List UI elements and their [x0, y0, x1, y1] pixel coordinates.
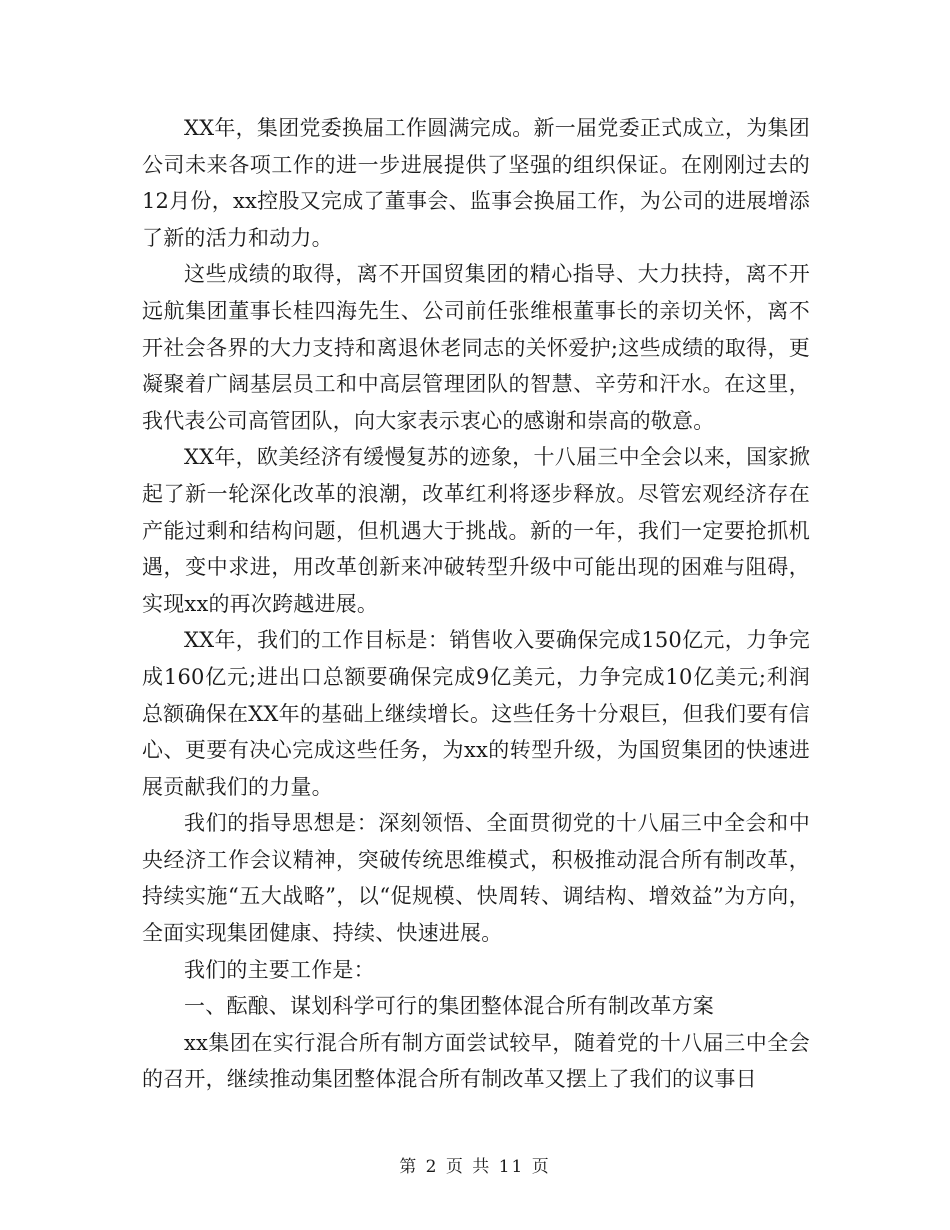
paragraph-2: 这些成绩的取得，离不开国贸集团的精心指导、大力扶持，离不开远航集团董事长桂四海先生、公司前任张维根董事长的亲切关怀，离不开社会各界的大力支持和离退休老同志的关怀爱护;这些成绩的取得，更凝聚着广阔基层员工和中高层管理团队的智慧、辛劳和汗水。在这里，我代表公司高管团队，向大家表示衷心的感谢和崇高的敬意。 [142, 262, 810, 433]
paragraph-1: XX年，集团党委换届工作圆满完成。新一届党委正式成立，为集团公司未来各项工作的进一步进展提供了坚强的组织保证。在刚刚过去的12月份，xx控股又完成了董事会、监事会换届工作，为公司的进展增添了新的活力和动力。 [142, 116, 810, 250]
section-heading: 一、酝酿、谋划科学可行的集团整体混合所有制改革方案 [184, 994, 714, 1019]
paragraph-7: xx集团在实行混合所有制方面尝试较早，随着党的十八届三中全会的召开，继续推动集团整体混合所有制改革又摆上了我们的议事日 [142, 1030, 810, 1092]
paragraph-3: XX年，欧美经济有缓慢复苏的迹象，十八届三中全会以来，国家掀起了新一轮深化改革的浪潮，改革红利将逐步释放。尽管宏观经济存在产能过剩和结构问题，但机遇大于挑战。新的一年，我们一定要抢抓机遇，变中求进，用改革创新来冲破转型升级中可能出现的困难与阻碍，实现xx的再次跨越进展。 [142, 445, 810, 616]
paragraph-6: 我们的主要工作是： [184, 957, 375, 982]
document-body [142, 110, 810, 1098]
page-number-footer: 第 2 页 共 11 页 [399, 1157, 551, 1177]
paragraph-4: XX年，我们的工作目标是：销售收入要确保完成150亿元，力争完成160亿元;进出口总额要确保完成9亿美元，力争完成10亿美元;利润总额确保在XX年的基础上继续增长。这些任务十分艰巨，但我们要有信心、更要有决心完成这些任务，为xx的转型升级，为国贸集团的快速进展贡献我们的力量。 [142, 628, 810, 799]
paragraph-5: 我们的指导思想是：深刻领悟、全面贯彻党的十八届三中全会和中央经济工作会议精神，突破传统思维模式，积极推动混合所有制改革，持续实施“五大战略”，以“促规模、快周转、调结构、增效益”为方向，全面实现集团健康、持续、快速进展。 [142, 811, 810, 946]
